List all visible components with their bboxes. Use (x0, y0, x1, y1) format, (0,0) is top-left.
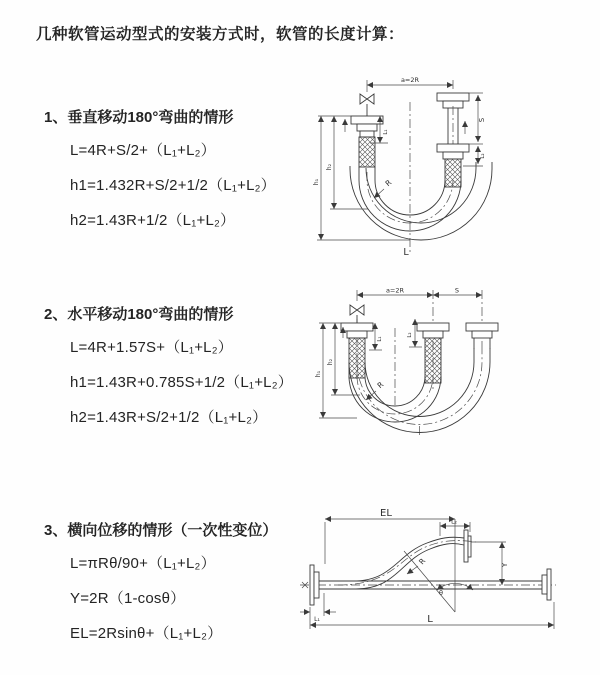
svg-text:L₂: L₂ (480, 153, 486, 159)
svg-text:R: R (416, 556, 428, 567)
lower-right-flange (542, 569, 551, 600)
formula-h2: h2=1.43R+1/2（L₁+L₂） (70, 212, 236, 229)
svg-text:θ: θ (439, 589, 443, 597)
diagram-horizontal-180-svg (312, 286, 504, 454)
svg-text:L₂: L₂ (407, 332, 413, 338)
hose-u-bend (350, 162, 492, 240)
diagram-vertical-180 (310, 72, 500, 263)
svg-text:h₂: h₂ (326, 163, 333, 171)
formula-length: L=4R+1.57S+（L₁+L₂） (70, 339, 233, 356)
svg-text:S: S (478, 117, 486, 123)
svg-text:L₁: L₁ (314, 616, 320, 623)
formula-length: L=4R+S/2+（L₁+L₂） (70, 142, 216, 159)
label-radius (374, 178, 393, 198)
svg-text:h₁: h₁ (315, 370, 322, 378)
svg-text:L: L (427, 614, 433, 625)
svg-text:h₁: h₁ (313, 178, 320, 186)
braided-hose-left (359, 137, 375, 167)
angle-theta (404, 551, 473, 612)
section-1-heading: 1、垂直移动180°弯曲的情形 (44, 109, 234, 126)
dim-span-a2r (367, 76, 453, 92)
page-title: 几种软管运动型式的安装方式时，软管的长度计算： (36, 26, 405, 43)
svg-text:a=2R: a=2R (385, 286, 405, 295)
dim-travel-s (433, 287, 482, 296)
dim-length (310, 602, 554, 629)
section-2-heading: 2、水平移动180°弯曲的情形 (44, 306, 234, 323)
formula-h1: h1=1.432R+S/2+1/2（L₁+L₂） (70, 177, 276, 194)
svg-text:a=2R: a=2R (400, 76, 420, 84)
braided-hose-middle (425, 338, 441, 383)
svg-text:R: R (383, 177, 394, 189)
dim-y (471, 542, 509, 585)
right-fitting (437, 93, 469, 187)
diagram-vertical-180-svg (310, 72, 500, 258)
section-vertical-180 (44, 106, 276, 244)
label-length: L (403, 247, 409, 258)
svg-text:EL: EL (380, 508, 392, 519)
valve-icon (360, 94, 374, 116)
braided-hose-left (349, 338, 365, 378)
label-radius (407, 557, 427, 574)
middle-fitting (417, 323, 449, 383)
dim-span-a2r (357, 287, 433, 302)
svg-text:L₁: L₁ (377, 336, 383, 342)
formula-length: L=πRθ/90+（L₁+L₂） (70, 555, 216, 572)
section-3-heading: 3、横向位移的情形（一次性变位） (44, 522, 278, 539)
svg-text:h₂: h₂ (327, 358, 334, 366)
formula-h1: h1=1.43R+0.785S+1/2（L₁+L₂） (70, 374, 293, 391)
svg-text:L₁: L₁ (383, 129, 389, 135)
dim-s (469, 93, 486, 144)
diagram-lateral-offset (298, 502, 563, 642)
svg-text:L₂: L₂ (451, 518, 457, 526)
dim-el (325, 508, 455, 612)
valve-icon (350, 305, 364, 323)
left-fitting (351, 116, 383, 167)
diagram-lateral-offset-svg (298, 502, 563, 637)
svg-text:S: S (454, 286, 460, 295)
diagram-horizontal-180 (312, 286, 504, 459)
section-horizontal-180 (44, 303, 293, 441)
svg-text:R: R (375, 379, 386, 391)
formula-h2: h2=1.43R+S/2+1/2（L₁+L₂） (70, 409, 268, 426)
upper-right-flange (464, 530, 471, 562)
left-flange (310, 565, 319, 605)
formula-el: EL=2Rsinθ+（L₁+L₂） (70, 625, 223, 642)
formula-y: Y=2R（1-cosθ） (70, 590, 186, 607)
section-lateral-offset (44, 519, 277, 657)
hose-u-bend-position2 (349, 348, 490, 433)
svg-text:Y: Y (501, 562, 509, 568)
left-fitting (341, 323, 373, 378)
